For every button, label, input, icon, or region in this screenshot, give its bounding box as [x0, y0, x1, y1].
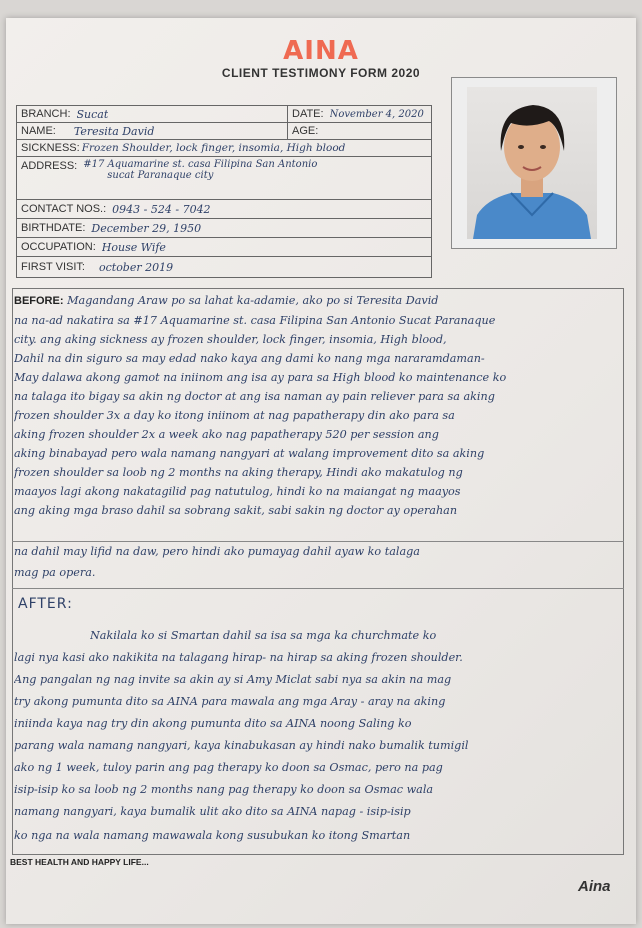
address-row	[16, 156, 432, 200]
after-text-5: parang wala namang nangyari, kaya kinabukasan ay hindi nako bumalik tumigil	[14, 739, 469, 752]
before-text-13: mag pa opera.	[14, 566, 96, 579]
occupation-value: House Wife	[101, 240, 166, 254]
after-label: AFTER:	[18, 596, 73, 612]
date-row	[287, 105, 432, 123]
before-text-7: aking frozen shoulder 2x a week ako nag papatherapy 520 per session ang	[14, 428, 439, 441]
before-text-3: Dahil na din siguro sa may edad nako kaya ang dami ko nang mga nararamdaman-	[14, 352, 485, 365]
birthdate-value: December 29, 1950	[91, 221, 202, 235]
after-text-3: try akong pumunta dito sa AINA para mawala ang mga Aray - aray na aking	[14, 695, 446, 708]
before-text-12: na dahil may lifid na daw, pero hindi ako pumayag dahil ayaw ko talaga	[14, 545, 420, 558]
first-visit-label: FIRST VISIT:	[21, 261, 85, 273]
contact-label: CONTACT NOS.:	[21, 203, 107, 215]
client-photo-frame	[451, 77, 617, 249]
before-text-8: aking binabayad pero wala namang nangyari at walang improvement dito sa aking	[14, 447, 485, 460]
address-value-line2: sucat Paranaque city	[107, 170, 214, 181]
contact-value: 0943 - 524 - 7042	[112, 202, 211, 216]
after-divider	[12, 588, 624, 589]
after-text-1: lagi nya kasi ako nakikita na talagang hirap- na hirap sa aking frozen shoulder.	[14, 651, 463, 664]
after-text-0: Nakilala ko si Smartan dahil sa isa sa mga ka churchmate ko	[90, 629, 437, 642]
before-text-6: frozen shoulder 3x a day ko itong iniinom at nag papatherapy din ako para sa	[14, 409, 455, 422]
client-portrait-image	[467, 87, 597, 239]
occupation-row	[16, 237, 432, 257]
after-text-7: isip-isip ko sa loob ng 2 months nang pag therapy ko doon sa Osmac wala	[14, 783, 434, 796]
footer-tagline: BEST HEALTH AND HAPPY LIFE...	[10, 857, 149, 867]
brand-logo: AINA	[283, 36, 359, 66]
before-text-0: Magandang Araw po sa lahat ka-adamie, ako po si Teresita David	[67, 294, 439, 307]
aina-signature: Aina	[578, 878, 611, 895]
name-label: NAME:	[21, 125, 56, 137]
after-text-8: namang nangyari, kaya bumalik ulit ako dito sa AINA napag - isip-isip	[14, 805, 411, 818]
address-value-line1: #17 Aquamarine st. casa Filipina San Antonio	[83, 159, 318, 170]
birthdate-label: BIRTHDATE:	[21, 222, 86, 234]
before-text-4: May dalawa akong gamot na iniinom ang isa ay para sa High blood ko maintenance ko	[14, 371, 507, 384]
branch-value: Sucat	[76, 107, 109, 121]
after-text-2: Ang pangalan ng nag invite sa akin ay si Amy Miclat sabi nya sa akin na mag	[14, 673, 452, 686]
before-text-5: na talaga ito bigay sa akin ng doctor at ang isa naman ay pain reliever para sa aking	[14, 390, 495, 403]
first-visit-row	[16, 256, 432, 278]
address-label: ADDRESS:	[21, 160, 78, 172]
sickness-label: SICKNESS:	[21, 142, 80, 154]
branch-label: BRANCH:	[21, 108, 71, 120]
branch-row	[16, 105, 288, 123]
after-text-6: ako ng 1 week, tuloy parin ang pag therapy ko doon sa Osmac, pero na pag	[14, 761, 443, 774]
before-line-0	[14, 291, 624, 311]
before-label: BEFORE:	[14, 295, 64, 307]
before-text-10: maayos lagi akong nakatagilid pag natutulog, hindi ko na maiangat ng maayos	[14, 485, 461, 498]
sickness-row	[16, 139, 432, 157]
before-text-11: ang aking mga braso dahil sa sobrang sakit, sabi sakin ng doctor ay operahan	[14, 504, 458, 517]
sickness-value: Frozen Shoulder, lock finger, insomia, High blood	[81, 142, 346, 154]
name-row	[16, 122, 288, 140]
age-label: AGE:	[292, 125, 319, 137]
before-text-2: city. ang aking sickness ay frozen shoulder, lock finger, insomia, High blood,	[14, 333, 447, 346]
before-text-9: frozen shoulder sa loob ng 2 months na aking therapy, Hindi ako makatulog ng	[14, 466, 463, 479]
first-visit-value: october 2019	[98, 260, 174, 274]
date-value: November 4, 2020	[329, 108, 424, 120]
age-row	[287, 122, 432, 140]
occupation-label: OCCUPATION:	[21, 241, 96, 253]
date-label: DATE:	[292, 108, 324, 120]
birthdate-row	[16, 218, 432, 238]
after-text-4: iniinda kaya nag try din akong pumunta dito sa AINA noong Saling ko	[14, 717, 412, 730]
after-text-9: ko nga na wala namang mawawala kong susubukan ko itong Smartan	[14, 829, 411, 842]
contact-row	[16, 199, 432, 219]
client-info-table	[16, 105, 432, 281]
before-text-1: na na-ad nakatira sa #17 Aquamarine st. casa Filipina San Antonio Sucat Paranaque	[14, 314, 496, 327]
name-value: Teresita David	[73, 124, 155, 138]
form-title: CLIENT TESTIMONY FORM 2020	[221, 66, 421, 80]
client-photo	[467, 87, 597, 239]
